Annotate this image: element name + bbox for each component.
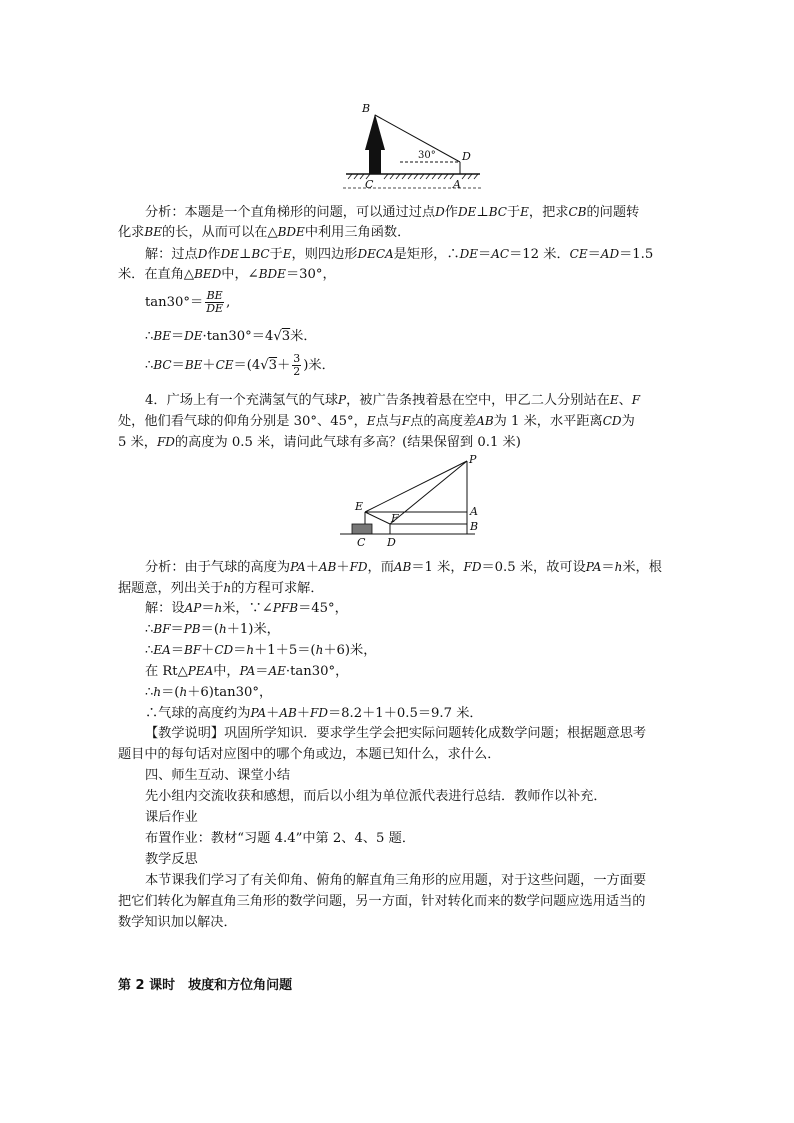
analysis-1-line2: 化求BE的长，从而可以在△BDE中利用三角函数．	[118, 225, 411, 240]
solution-2-line3: ∴EA＝BF＋CD＝h＋1＋5＝(h＋6)米，	[145, 643, 377, 658]
figure2-label-c: C	[357, 536, 366, 549]
sqrt-symbol: √	[260, 358, 269, 373]
analysis-2-line2: 据题意，列出关于h的方程可求解．	[118, 581, 324, 596]
analysis-2-line1: 分析：由于气球的高度为PA＋AB＋FD，而AB＝1 米，FD＝0.5 米，故可设PA＝h米，根	[145, 560, 662, 575]
teaching-note-line1: 【教学说明】巩固所学知识．要求学生学会把实际问题转化成数学问题；根据题意思考	[145, 726, 647, 741]
be-equation: ∴BE＝DE·tan30°＝4√3米．	[145, 329, 317, 344]
figure1-label-b: B	[362, 102, 371, 115]
teaching-note-line2: 题目中的每句话对应图中的哪个角或边，本题已知什么，求什么．	[118, 747, 501, 762]
fraction-three-halves: $\frac{3}{2}$	[293, 352, 301, 378]
summary-text: 先小组内交流收获和感想，而后以小组为单位派代表进行总结．教师作以补充．	[145, 789, 607, 804]
question-4-line1: 4．广场上有一个充满氢气的气球P，被广告条拽着悬在空中，甲乙二人分别站在E、F	[145, 393, 641, 408]
figure2-label-a: A	[470, 505, 478, 518]
figure1-label-d: D	[462, 150, 471, 163]
solution-2-line2: ∴BF＝PB＝(h＋1)米，	[145, 622, 280, 637]
solution-2-line6: ∴气球的高度约为PA＋AB＋FD＝8.2＋1＋0.5＝9.7 米．	[145, 706, 483, 721]
bc-equation: ∴BC＝BE＋CE＝(4√3＋ $\frac{3}{2}$ )米．	[145, 352, 335, 378]
analysis-1-line1: 分析：本题是一个直角梯形的问题，可以通过过点D作DE⊥BC于E，把求CB的问题转	[145, 205, 640, 220]
solution-2-line1: 解：设AP＝h米，∵∠PFB＝45°，	[145, 601, 348, 616]
lesson-heading: 第 2 课时 坡度和方位角问题	[118, 978, 293, 993]
figure2-label-b: B	[470, 520, 479, 533]
homework-text: 布置作业：教材“习题 4.4”中第 2、4、5 题．	[145, 831, 416, 846]
section-4-title: 四、师生互动、课堂小结	[145, 768, 291, 783]
question-4-line3: 5 米，FD的高度为 0.5 米，请问此气球有多高？(结果保留到 0.1 米)	[118, 435, 521, 450]
tan-equation: tan30°＝ $\frac{BE}{DE}$ ,	[145, 289, 231, 315]
fraction-be-de: $\frac{BE}{DE}$	[206, 289, 224, 315]
figure1-angle-label: 30°	[418, 150, 436, 161]
figure-balloon	[335, 452, 495, 550]
figure2-label-f: F	[391, 512, 399, 525]
question-4-line2: 处，他们看气球的仰角分别是 30°、45°，E点与F点的高度差AB为 1 米，水平距离CD为	[118, 414, 635, 429]
reflection-title: 教学反思	[145, 852, 198, 867]
figure2-label-e: E	[355, 500, 364, 513]
figure2-label-d: D	[387, 536, 396, 549]
solution-2-line4: 在 Rt△PEA中，PA＝AE·tan30°，	[145, 664, 349, 679]
solution-2-line5: ∴h＝(h＋6)tan30°，	[145, 685, 273, 700]
reflection-line1: 本节课我们学习了有关仰角、俯角的解直角三角形的应用题，对于这些问题，一方面要	[145, 873, 647, 888]
sqrt-symbol: √	[273, 329, 282, 344]
figure1-label-a: A	[453, 178, 461, 191]
figure-tree-triangle	[340, 100, 490, 192]
reflection-line3: 数学知识加以解决．	[118, 915, 237, 930]
homework-title: 课后作业	[145, 810, 198, 825]
solution-1-line2: 米．在直角△BED中，∠BDE＝30°，	[118, 267, 336, 282]
reflection-line2: 把它们转化为解直角三角形的数学问题，另一方面，针对转化而来的数学问题应选用适当的	[118, 894, 646, 909]
figure2-label-p: P	[469, 453, 477, 466]
figure1-label-c: C	[365, 178, 374, 191]
solution-1-line1: 解：过点D作DE⊥BC于E，则四边形DECA是矩形，∴DE＝AC＝12 米．CE＝AD＝1.5	[145, 247, 654, 262]
